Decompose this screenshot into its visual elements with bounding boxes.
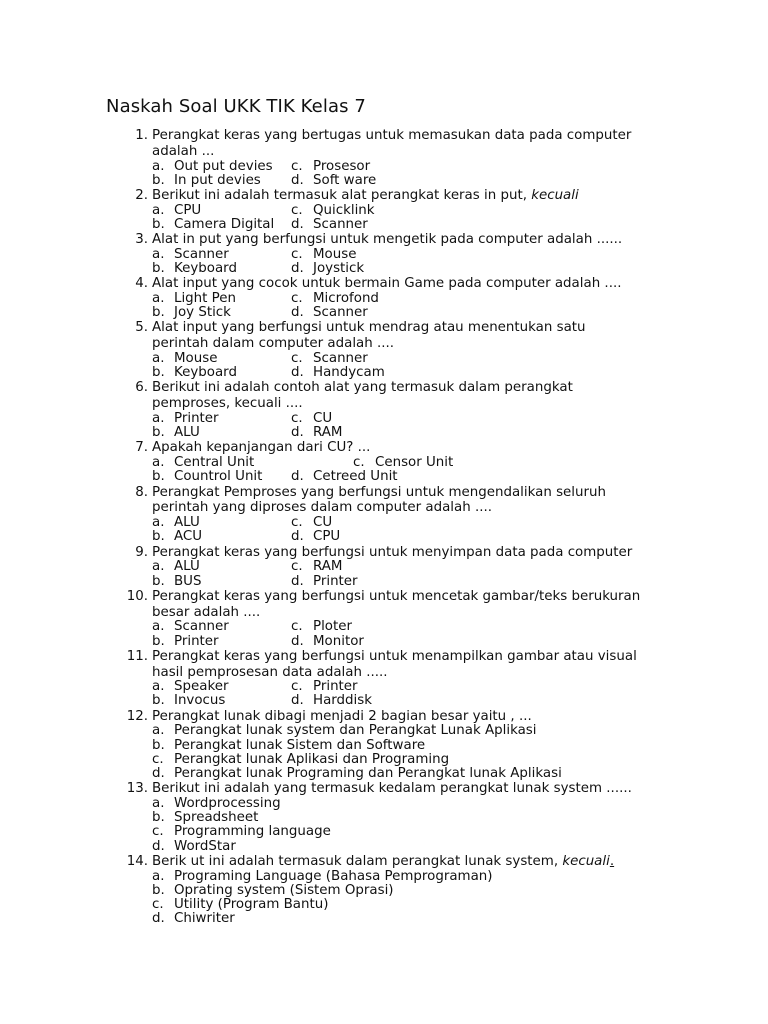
question [126, 649, 686, 709]
answer-options [126, 248, 686, 276]
option-letter: d. [291, 633, 304, 649]
option-text: RAM [313, 425, 343, 441]
answer-option [152, 516, 291, 530]
answer-options [126, 456, 686, 484]
option-text: Handycam [313, 365, 385, 381]
question [126, 188, 686, 232]
question [126, 709, 686, 782]
answer-option [152, 912, 686, 926]
answer-options [126, 412, 686, 440]
option-text: Ploter [313, 619, 352, 635]
answer-option [152, 174, 291, 188]
answer-option [291, 174, 430, 188]
option-letter: c. [291, 619, 303, 635]
question-number: 2. [135, 187, 148, 203]
answer-option [152, 884, 686, 898]
option-text: CU [313, 515, 333, 531]
option-letter: b. [152, 693, 165, 709]
option-letter: c. [291, 246, 303, 262]
answer-option [152, 292, 291, 306]
option-text: Joystick [313, 261, 365, 277]
option-text: Censor Unit [375, 455, 454, 471]
answer-option [291, 680, 430, 694]
answer-option [152, 635, 291, 649]
option-row [152, 174, 686, 188]
option-letter: b. [152, 172, 165, 188]
question-text [152, 545, 686, 561]
option-row [152, 456, 686, 470]
option-row [152, 412, 686, 426]
option-text: ACU [174, 529, 203, 545]
answer-option [291, 292, 430, 306]
question-tail: . [609, 853, 615, 869]
question-text-main: Alat in put yang berfungsi untuk mengetik pada computer adalah ...... [152, 232, 623, 248]
option-text: Light Pen [174, 291, 236, 307]
option-letter: b. [152, 573, 165, 589]
option-row [152, 204, 686, 218]
option-letter: b. [152, 469, 165, 485]
option-text: Mouse [313, 246, 357, 262]
option-letter: d. [291, 573, 304, 589]
option-letter: c. [152, 824, 164, 840]
option-letter: d. [291, 365, 304, 381]
option-text: Printer [313, 573, 358, 589]
answer-options [126, 160, 686, 188]
question-text-main: Apakah kepanjangan dari CU? ... [152, 440, 371, 456]
option-letter: d. [152, 838, 165, 854]
option-letter: c. [291, 515, 303, 531]
option-text: Joy Stick [174, 305, 231, 321]
answer-option [291, 635, 430, 649]
question-number: 7. [135, 440, 148, 456]
answer-options [126, 797, 686, 854]
option-letter: c. [291, 351, 303, 367]
answer-options [126, 560, 686, 588]
option-letter: d. [291, 693, 304, 709]
question-text-continued: adalah ... [152, 143, 215, 159]
option-text: CPU [174, 202, 202, 218]
question-text-main: Berikut ini adalah contoh alat yang termasuk dalam perangkat [152, 380, 573, 396]
answer-option [291, 516, 430, 530]
option-letter: c. [291, 411, 303, 427]
answer-option [291, 262, 430, 276]
option-row [152, 218, 686, 232]
option-text: BUS [174, 573, 202, 589]
answer-option [152, 840, 686, 854]
question-text-main: Perangkat keras yang berfungsi untuk menyimpan data pada computer [152, 544, 633, 560]
question-number: 6. [135, 380, 148, 396]
option-text: Invocus [174, 693, 226, 709]
option-text: Printer [174, 633, 219, 649]
option-text: Utility (Program Bantu) [174, 896, 329, 912]
option-row [152, 352, 686, 366]
option-letter: b. [152, 810, 165, 826]
option-text: In put devies [174, 172, 261, 188]
option-letter: b. [152, 425, 165, 441]
question-number: 13. [126, 781, 148, 797]
question-text [152, 854, 686, 870]
option-row [152, 516, 686, 530]
option-letter: d. [152, 911, 165, 927]
question-number: 11. [126, 648, 148, 664]
question-text [152, 380, 686, 396]
option-text: CPU [313, 529, 341, 545]
option-text: Oprating system (Sistem Oprasi) [174, 882, 394, 898]
answer-option [291, 530, 430, 544]
question-text [152, 709, 686, 725]
question-list [126, 128, 686, 926]
option-text: Perangkat lunak Aplikasi dan Programing [174, 751, 450, 767]
question-text-main: Perangkat lunak dibagi menjadi 2 bagian besar yaitu , ... [152, 708, 532, 724]
option-text: Speaker [174, 679, 229, 695]
question-text-main: Alat input yang cocok untuk bermain Game pada computer adalah .... [152, 276, 622, 292]
answer-option [152, 530, 291, 544]
answer-option [152, 560, 291, 574]
option-row [152, 306, 686, 320]
document-title: Naskah Soal UKK TIK Kelas 7 [106, 96, 366, 117]
question-text [152, 440, 686, 456]
question-text-main: Berik ut ini adalah termasuk dalam perangkat lunak system, [152, 853, 563, 869]
answer-options [126, 870, 686, 927]
option-letter: a. [152, 515, 165, 531]
answer-options [126, 516, 686, 544]
answer-option [291, 248, 430, 262]
option-text: Scanner [313, 305, 368, 321]
option-letter: b. [152, 261, 165, 277]
question-emphasis: kecuali [562, 853, 610, 869]
question-text-continued: besar adalah .... [152, 604, 261, 620]
question-text-continued: hasil pemprosesan data adalah ..... [152, 664, 388, 680]
option-letter: d. [291, 469, 304, 485]
option-row [152, 160, 686, 174]
option-text: Cetreed Unit [313, 469, 398, 485]
answer-option [152, 426, 291, 440]
answer-option [152, 724, 686, 738]
question [126, 128, 686, 188]
option-text: CU [313, 411, 333, 427]
answer-option [152, 797, 686, 811]
option-letter: c. [152, 751, 164, 767]
question-text [152, 320, 686, 336]
question-number: 4. [135, 276, 148, 292]
option-text: ALU [174, 559, 200, 575]
option-letter: c. [291, 291, 303, 307]
answer-option [291, 560, 430, 574]
option-text: Programming language [174, 824, 331, 840]
option-letter: d. [291, 425, 304, 441]
option-letter: a. [152, 411, 165, 427]
option-text: Programing Language (Bahasa Pemprograman) [174, 868, 493, 884]
question-text-main: Berikut ini adalah termasuk alat perangkat keras in put, [152, 187, 532, 203]
option-letter: c. [291, 679, 303, 695]
option-letter: d. [291, 216, 304, 232]
answer-option [152, 248, 291, 262]
option-letter: c. [291, 202, 303, 218]
question-text-continued: perintah dalam computer adalah .... [152, 336, 395, 352]
question-text-main: Alat input yang berfungsi untuk mendrag atau menentukan satu [152, 320, 586, 336]
question-number: 9. [135, 544, 148, 560]
question-emphasis: kecuali [531, 187, 579, 203]
option-letter: b. [152, 882, 165, 898]
option-text: Monitor [313, 633, 364, 649]
answer-option [152, 753, 686, 767]
question-text [152, 128, 686, 144]
option-text: Perangkat lunak Sistem dan Software [174, 737, 426, 753]
answer-option [152, 204, 291, 218]
option-text: ALU [174, 425, 200, 441]
answer-options [126, 620, 686, 648]
question-text-main: Berikut ini adalah yang termasuk kedalam perangkat lunak system ...... [152, 781, 632, 797]
option-text: ALU [174, 515, 200, 531]
option-letter: b. [152, 305, 165, 321]
option-text: Perangkat lunak Programing dan Perangkat lunak Aplikasi [174, 766, 562, 782]
option-letter: b. [152, 365, 165, 381]
question [126, 320, 686, 380]
option-row [152, 470, 686, 484]
option-text: Quicklink [313, 202, 375, 218]
option-text: Prosesor [313, 158, 371, 174]
answer-option [152, 811, 686, 825]
option-text: Soft ware [313, 172, 377, 188]
question-text-continued: pemproses, kecuali .... [152, 396, 303, 412]
question-text [152, 232, 686, 248]
question [126, 380, 686, 440]
option-letter: a. [152, 158, 165, 174]
answer-option [291, 470, 430, 484]
option-letter: a. [152, 246, 165, 262]
question-text-main: Perangkat keras yang bertugas untuk memasukan data pada computer [152, 128, 632, 143]
option-letter: c. [152, 896, 164, 912]
answer-option [291, 204, 430, 218]
option-letter: a. [152, 455, 165, 471]
question-text [152, 276, 686, 292]
answer-option [291, 620, 430, 634]
answer-option [291, 352, 430, 366]
question [126, 276, 686, 320]
option-letter: a. [152, 351, 165, 367]
option-row [152, 248, 686, 262]
question-number: 3. [135, 232, 148, 248]
option-text: Camera Digital [174, 216, 275, 232]
option-letter: a. [152, 868, 165, 884]
option-row [152, 560, 686, 574]
option-letter: d. [291, 529, 304, 545]
answer-option [152, 575, 291, 589]
answer-option [152, 767, 686, 781]
question-number: 8. [135, 484, 148, 500]
option-text: Perangkat lunak system dan Perangkat Lunak Aplikasi [174, 723, 537, 739]
question [126, 485, 686, 545]
option-text: Chiwriter [174, 911, 235, 927]
option-text: Keyboard [174, 261, 237, 277]
option-letter: b. [152, 633, 165, 649]
answer-option [152, 366, 291, 380]
option-text: Microfond [313, 291, 379, 307]
option-row [152, 292, 686, 306]
option-letter: d. [291, 261, 304, 277]
answer-option [152, 898, 686, 912]
option-row [152, 530, 686, 544]
question-text [152, 649, 686, 665]
option-row [152, 262, 686, 276]
answer-option [152, 412, 291, 426]
answer-options [126, 292, 686, 320]
option-text: Printer [174, 411, 219, 427]
option-text: Central Unit [174, 455, 255, 471]
option-letter: d. [152, 766, 165, 782]
option-row [152, 366, 686, 380]
answer-options [126, 352, 686, 380]
answer-option [152, 694, 291, 708]
answer-option [152, 160, 291, 174]
answer-options [126, 724, 686, 781]
option-letter: d. [291, 305, 304, 321]
answer-option [152, 870, 686, 884]
question [126, 545, 686, 589]
question-number: 5. [135, 320, 148, 336]
option-text: Scanner [174, 619, 229, 635]
option-letter: a. [152, 559, 165, 575]
question-text [152, 485, 686, 501]
answer-option [152, 680, 291, 694]
option-text: WordStar [174, 838, 236, 854]
answer-option [291, 306, 430, 320]
answer-option [152, 825, 686, 839]
option-text: Printer [313, 679, 358, 695]
option-letter: b. [152, 216, 165, 232]
answer-option [152, 456, 291, 470]
option-row [152, 426, 686, 440]
option-text: Scanner [174, 246, 229, 262]
option-letter: a. [152, 202, 165, 218]
option-letter: b. [152, 529, 165, 545]
option-row [152, 694, 686, 708]
option-letter: a. [152, 291, 165, 307]
option-text: Wordprocessing [174, 796, 281, 812]
answer-options [126, 680, 686, 708]
option-text: Spreadsheet [174, 810, 259, 826]
option-row [152, 575, 686, 589]
answer-option [291, 218, 430, 232]
option-row [152, 680, 686, 694]
option-row [152, 635, 686, 649]
question-text [152, 589, 686, 605]
option-letter: d. [291, 172, 304, 188]
option-letter: c. [291, 158, 303, 174]
question-number: 14. [126, 853, 148, 869]
answer-option [291, 575, 430, 589]
answer-option [291, 694, 430, 708]
answer-option [152, 620, 291, 634]
option-letter: a. [152, 796, 165, 812]
question-number: 1. [135, 128, 148, 143]
question-number: 10. [126, 588, 148, 604]
question-text-main: Perangkat keras yang berfungsi untuk menampilkan gambar atau visual [152, 648, 637, 664]
question [126, 232, 686, 276]
option-text: Scanner [313, 351, 368, 367]
option-text: Scanner [313, 216, 368, 232]
option-text: Countrol Unit [174, 469, 263, 485]
answer-options [126, 204, 686, 232]
option-letter: b. [152, 737, 165, 753]
question-text [152, 781, 686, 797]
answer-option [291, 366, 430, 380]
option-letter: a. [152, 619, 165, 635]
answer-option [152, 306, 291, 320]
option-text: Out put devies [174, 158, 273, 174]
option-letter: c. [353, 455, 365, 471]
answer-option [152, 352, 291, 366]
option-letter: a. [152, 679, 165, 695]
question-text-main: Perangkat keras yang berfungsi untuk mencetak gambar/teks berukuran [152, 588, 641, 604]
option-text: Keyboard [174, 365, 237, 381]
answer-option [353, 456, 492, 470]
option-text: Harddisk [313, 693, 372, 709]
answer-option [291, 426, 430, 440]
answer-option [291, 412, 430, 426]
question [126, 854, 686, 927]
answer-option [152, 262, 291, 276]
answer-option [152, 470, 291, 484]
answer-option [291, 160, 430, 174]
option-text: RAM [313, 559, 343, 575]
question [126, 589, 686, 649]
option-letter: c. [291, 559, 303, 575]
question [126, 781, 686, 854]
question-number: 12. [126, 708, 148, 724]
option-text: Mouse [174, 351, 218, 367]
answer-option [152, 218, 291, 232]
option-row [152, 620, 686, 634]
question [126, 440, 686, 484]
question-text-continued: perintah yang diproses dalam computer adalah .... [152, 500, 492, 516]
option-letter: a. [152, 723, 165, 739]
question-text-main: Perangkat Pemproses yang berfungsi untuk mengendalikan seluruh [152, 484, 606, 500]
answer-option [152, 739, 686, 753]
question-text [152, 188, 686, 204]
